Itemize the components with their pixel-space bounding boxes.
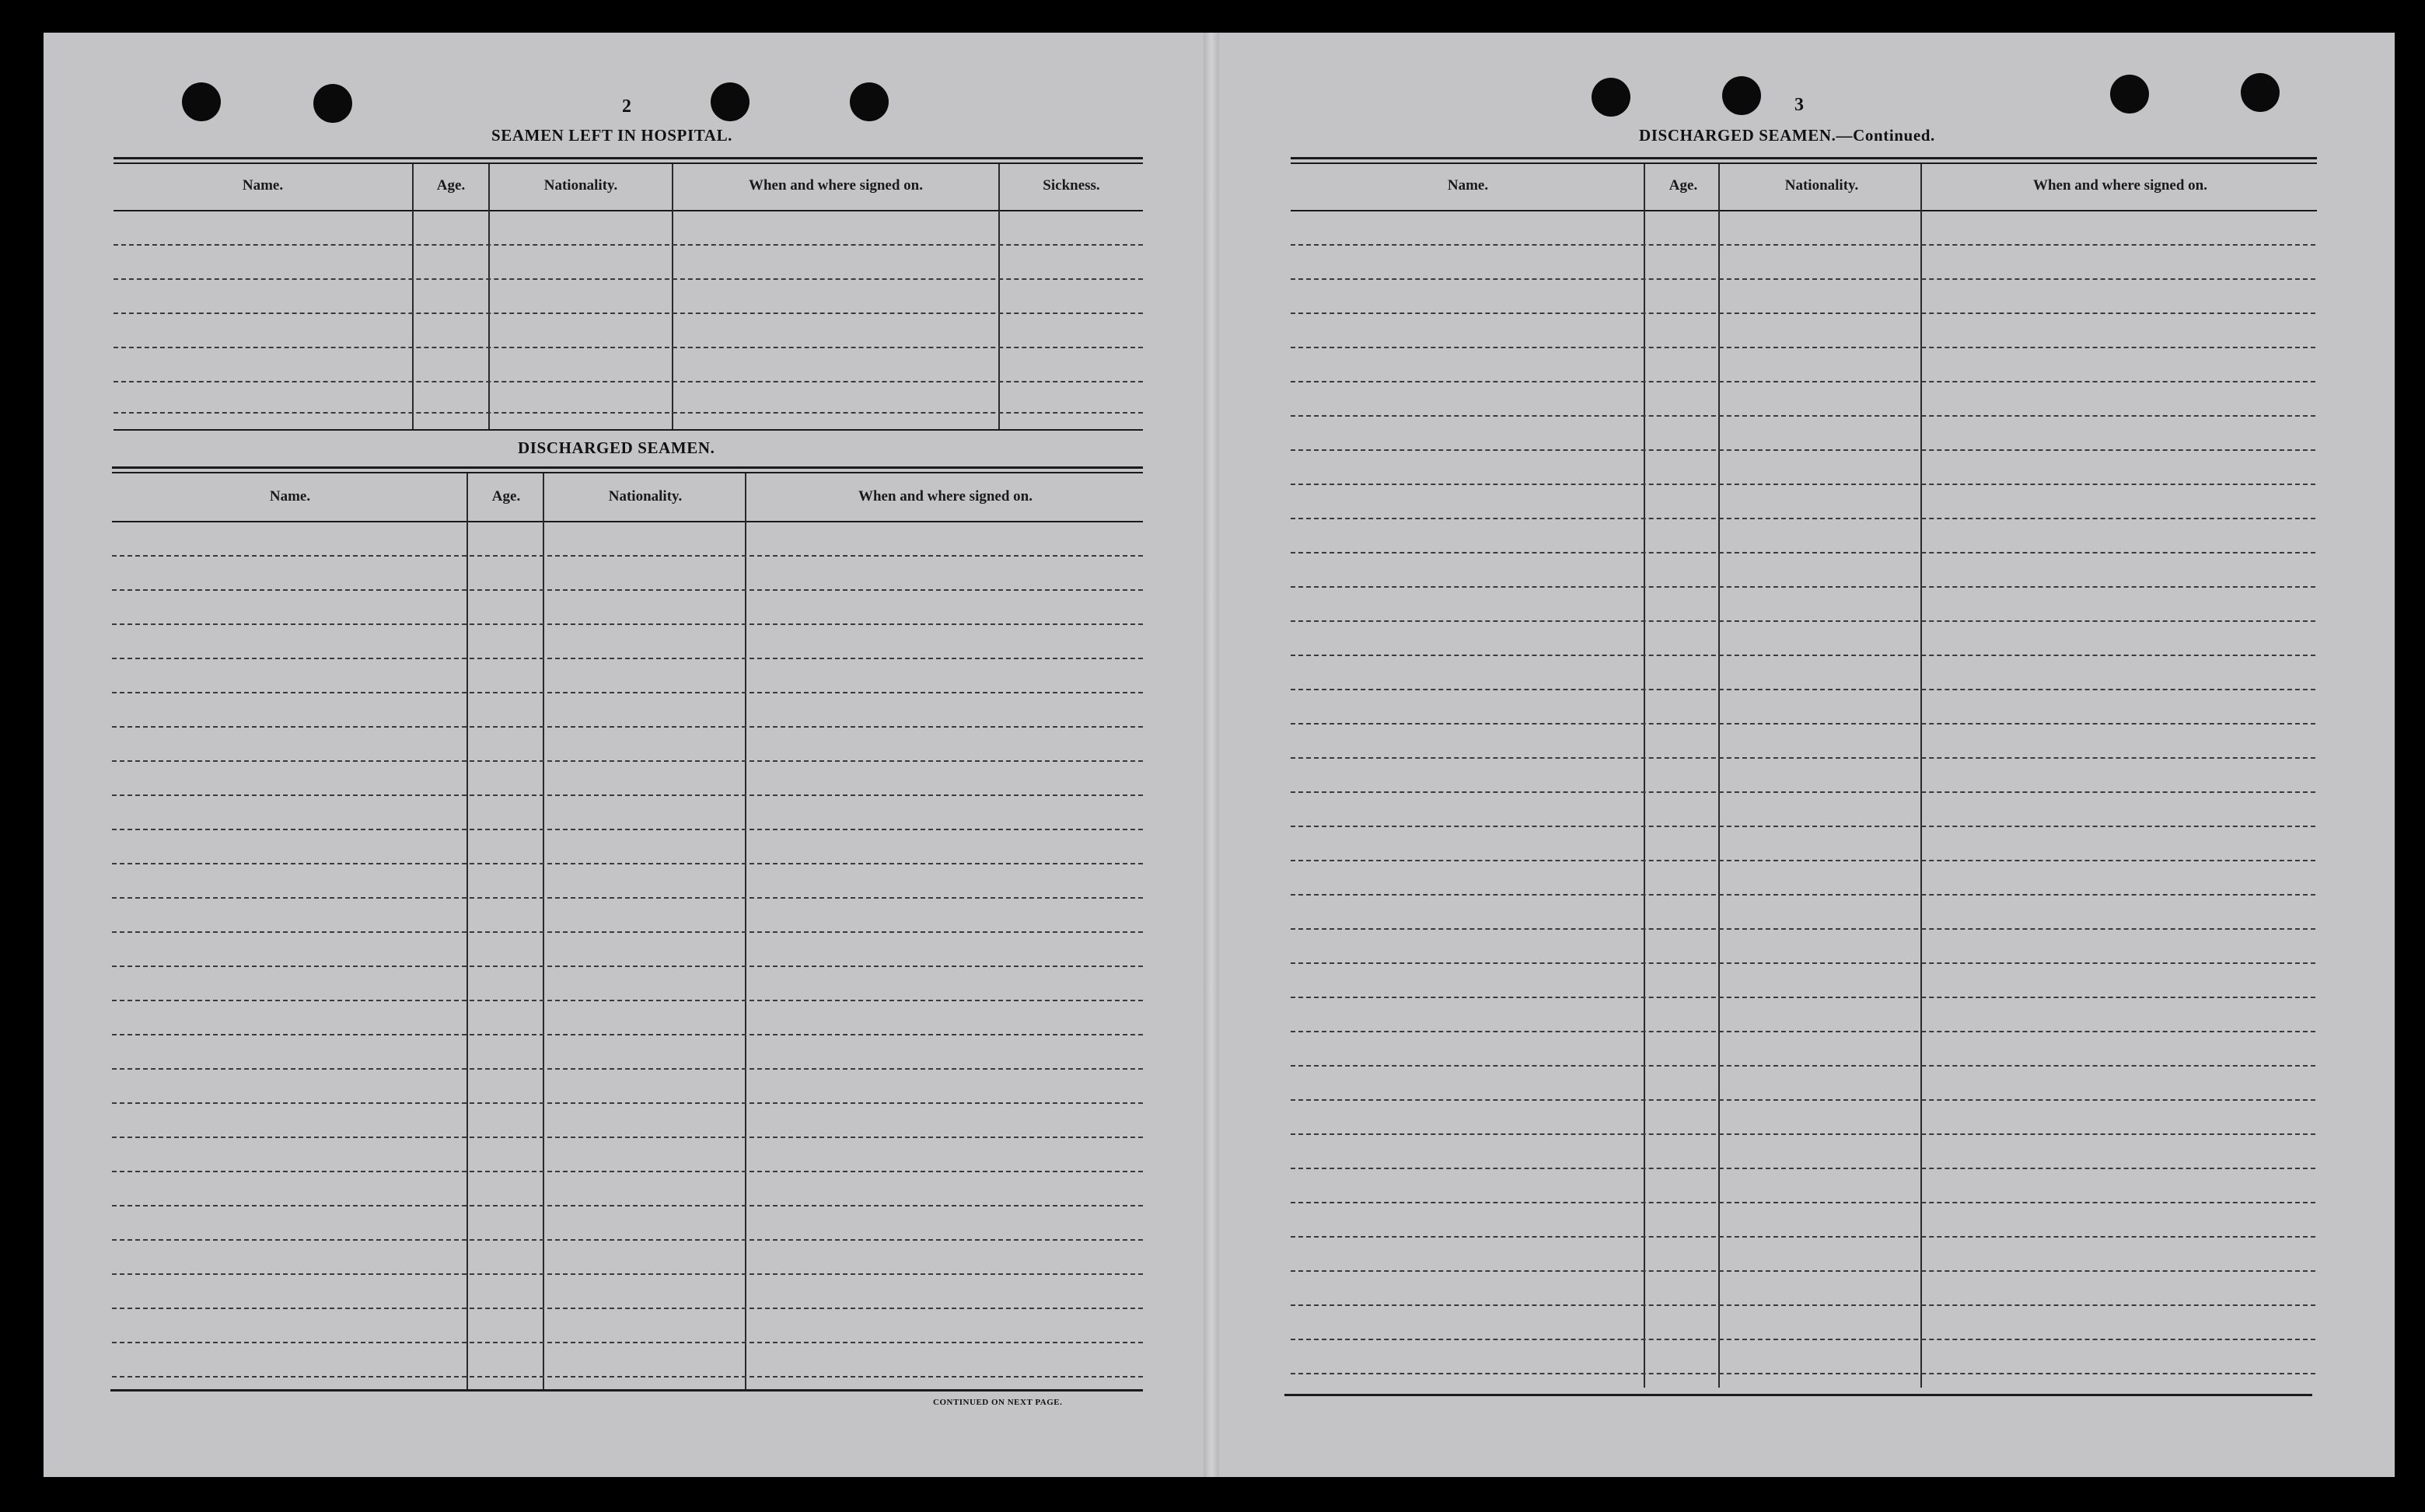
section-title: DISCHARGED SEAMEN.	[518, 438, 715, 457]
entry-line	[1291, 347, 2315, 348]
entry-line	[1291, 381, 2315, 382]
column-header-age: Age.	[436, 177, 466, 194]
top-rule	[112, 466, 1143, 469]
entry-line	[1291, 1236, 2315, 1238]
top-rule	[114, 162, 1143, 164]
entry-line	[112, 1273, 1143, 1275]
entry-line	[114, 381, 1143, 382]
entry-line	[112, 794, 1143, 796]
entry-line	[1291, 278, 2315, 280]
entry-line	[1291, 962, 2315, 964]
entry-line	[1291, 1031, 2315, 1032]
entry-line	[1291, 826, 2315, 827]
punch-hole	[182, 82, 221, 121]
header-rule	[112, 521, 1143, 522]
column-header-nationality: Nationality.	[1784, 177, 1859, 194]
entry-line	[1291, 586, 2315, 588]
entry-line	[114, 347, 1143, 348]
entry-line	[112, 726, 1143, 728]
column-header-nationality: Nationality.	[608, 488, 683, 505]
column-header-age: Age.	[491, 488, 521, 505]
column-header-name: Name.	[242, 177, 284, 194]
entry-line	[1291, 1339, 2315, 1340]
entry-line	[1291, 689, 2315, 690]
entry-line	[1291, 655, 2315, 656]
entry-line	[1291, 757, 2315, 759]
column-divider	[672, 164, 673, 430]
entry-line	[1291, 860, 2315, 861]
entry-line	[112, 966, 1143, 967]
entry-line	[112, 897, 1143, 899]
entry-line	[112, 1171, 1143, 1172]
entry-line	[1291, 1099, 2315, 1101]
entry-line	[112, 1239, 1143, 1241]
entry-line	[1291, 1373, 2315, 1374]
entry-line	[114, 412, 1143, 414]
entry-line	[112, 931, 1143, 933]
entry-line	[1291, 244, 2315, 246]
column-divider	[488, 164, 490, 430]
entry-line	[112, 1137, 1143, 1138]
entry-line	[1291, 997, 2315, 998]
column-divider	[412, 164, 414, 430]
header-rule	[1291, 210, 2317, 211]
entry-line	[1291, 1133, 2315, 1135]
entry-line	[1291, 791, 2315, 793]
entry-line	[112, 658, 1143, 659]
entry-line	[1291, 620, 2315, 622]
entry-line	[1291, 1270, 2315, 1272]
entry-line	[112, 1102, 1143, 1104]
entry-line	[112, 1342, 1143, 1343]
column-header-signed-on: When and where signed on.	[858, 488, 1033, 505]
page-number: 3	[1794, 95, 1804, 115]
punch-hole	[313, 84, 352, 123]
entry-line	[114, 313, 1143, 314]
column-header-name: Name.	[1447, 177, 1489, 194]
entry-line	[112, 829, 1143, 830]
entry-line	[1291, 1065, 2315, 1067]
column-header-signed-on: When and where signed on.	[2032, 177, 2207, 194]
column-header-age: Age.	[1668, 177, 1698, 194]
section-title: SEAMEN LEFT IN HOSPITAL.	[491, 126, 733, 145]
entry-line	[112, 589, 1143, 591]
punch-hole	[2110, 75, 2149, 113]
entry-line	[112, 1205, 1143, 1206]
punch-hole	[850, 82, 889, 121]
entry-line	[1291, 928, 2315, 930]
bottom-rule	[110, 1389, 1143, 1392]
entry-line	[114, 278, 1143, 280]
entry-line	[112, 1308, 1143, 1309]
entry-line	[112, 555, 1143, 557]
entry-line	[112, 760, 1143, 762]
column-header-nationality: Nationality.	[543, 177, 618, 194]
entry-line	[1291, 1304, 2315, 1306]
top-rule	[1291, 157, 2317, 159]
punch-hole	[711, 82, 750, 121]
top-rule	[1291, 162, 2317, 164]
form-sheet	[44, 33, 2395, 1477]
entry-line	[112, 623, 1143, 625]
top-rule	[112, 472, 1143, 473]
entry-line	[1291, 552, 2315, 553]
entry-line	[112, 692, 1143, 693]
bottom-rule	[114, 429, 1143, 431]
entry-line	[1291, 518, 2315, 519]
page-fold	[1204, 33, 1219, 1477]
header-rule	[114, 210, 1143, 211]
entry-line	[1291, 1168, 2315, 1169]
entry-line	[112, 1376, 1143, 1378]
entry-line	[1291, 415, 2315, 417]
punch-hole	[1722, 76, 1761, 115]
entry-line	[112, 1068, 1143, 1070]
entry-line	[112, 1034, 1143, 1035]
punch-hole	[1592, 78, 1630, 117]
entry-line	[112, 1000, 1143, 1001]
entry-line	[1291, 313, 2315, 314]
column-header-name: Name.	[269, 488, 311, 505]
bottom-rule	[1284, 1394, 2312, 1396]
entry-line	[1291, 449, 2315, 451]
column-header-signed-on: When and where signed on.	[748, 177, 923, 194]
entry-line	[1291, 1202, 2315, 1203]
entry-line	[114, 244, 1143, 246]
punch-hole	[2241, 73, 2280, 112]
entry-line	[1291, 723, 2315, 725]
entry-line	[112, 863, 1143, 864]
entry-line	[1291, 894, 2315, 896]
entry-line	[1291, 484, 2315, 485]
column-header-sickness: Sickness.	[1043, 177, 1100, 194]
continued-note: CONTINUED ON NEXT PAGE.	[933, 1398, 1063, 1407]
section-title: DISCHARGED SEAMEN.—Continued.	[1639, 126, 1935, 145]
column-divider	[998, 164, 1000, 430]
top-rule	[114, 157, 1143, 159]
page-number: 2	[622, 96, 631, 117]
